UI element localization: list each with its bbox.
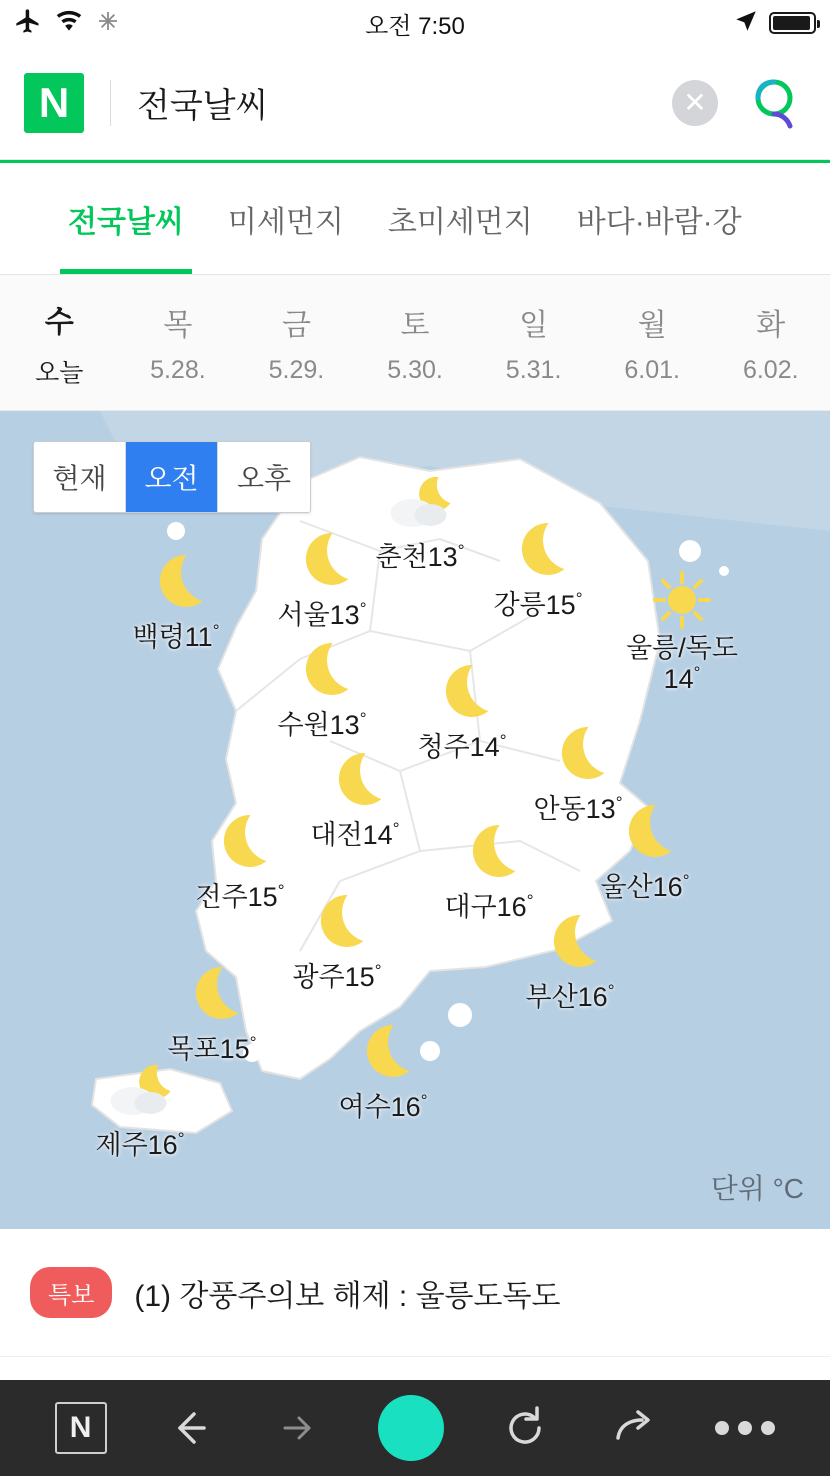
- battery-icon: [769, 12, 816, 34]
- city-marker-cheongju[interactable]: [417, 661, 506, 764]
- city-label: 광주15°: [292, 961, 382, 992]
- moon-icon: [138, 551, 214, 613]
- day-date: 5.28.: [150, 356, 206, 384]
- city-label: 대구16°: [444, 891, 534, 922]
- tab-fine-dust[interactable]: 미세먼지: [227, 205, 344, 239]
- city-marker-ulsan[interactable]: [600, 801, 689, 904]
- moon-cloud-icon: [102, 1059, 178, 1121]
- day-item-3[interactable]: [356, 275, 475, 410]
- back-icon[interactable]: [160, 1400, 216, 1456]
- city-label: 서울13°: [277, 599, 367, 630]
- city-marker-suwon[interactable]: [277, 639, 366, 742]
- city-marker-gwangju[interactable]: [292, 891, 381, 994]
- moon-icon: [607, 801, 683, 863]
- city-marker-gangneung[interactable]: [493, 519, 582, 622]
- city-label: 춘천13°: [375, 541, 465, 572]
- city-marker-seoul[interactable]: [277, 529, 366, 632]
- city-label: 전주15°: [195, 881, 285, 912]
- moon-icon: [284, 529, 360, 591]
- moon-icon: [424, 661, 500, 723]
- city-label: 안동13°: [533, 793, 623, 824]
- browser-bottom-bar: [0, 1380, 830, 1476]
- city-marker-yeosu[interactable]: [338, 1021, 427, 1124]
- tab-sea-wind-river[interactable]: 바다·바람·강: [576, 205, 742, 239]
- moon-icon: [540, 723, 616, 785]
- city-marker-daegu[interactable]: [444, 821, 533, 924]
- header-divider: [110, 80, 111, 126]
- day-item-4[interactable]: [474, 275, 593, 410]
- city-label: 부산16°: [525, 981, 615, 1012]
- moon-cloud-icon: [382, 471, 458, 533]
- day-date: 6.01.: [624, 356, 680, 384]
- city-marker-busan[interactable]: [525, 911, 614, 1014]
- day-date: 5.31.: [505, 356, 562, 384]
- city-marker-chuncheon[interactable]: [375, 471, 464, 574]
- segment-morning[interactable]: 오전: [126, 442, 218, 512]
- forward-icon[interactable]: [269, 1400, 325, 1456]
- status-bar: [0, 0, 830, 46]
- segment-current[interactable]: 현재: [34, 442, 126, 512]
- alert-text: (1) 강풍주의보 해제 : 울릉도독도: [134, 1279, 561, 1313]
- refresh-icon[interactable]: [497, 1400, 553, 1456]
- day-dow: 목: [163, 309, 193, 342]
- share-icon[interactable]: [606, 1400, 662, 1456]
- clear-icon[interactable]: ✕: [672, 80, 718, 126]
- category-tabs: [0, 163, 830, 275]
- day-dow: 월: [637, 309, 667, 342]
- city-label: 울릉/독도14°: [626, 633, 738, 695]
- map-unit-label: 단위 °C: [710, 1173, 804, 1204]
- record-icon[interactable]: [378, 1395, 444, 1461]
- moon-icon: [317, 749, 393, 811]
- weather-alert-row[interactable]: [0, 1229, 830, 1357]
- day-dow: 화: [756, 309, 786, 342]
- segment-afternoon[interactable]: 오후: [218, 442, 310, 512]
- city-label: 수원13°: [277, 709, 367, 740]
- moon-icon: [202, 811, 278, 873]
- sun-icon: [644, 569, 720, 631]
- city-marker-ulleung-dokdo[interactable]: [608, 569, 756, 694]
- city-label: 청주14°: [417, 731, 507, 762]
- city-label: 강릉15°: [493, 589, 583, 620]
- day-date: 5.29.: [268, 356, 325, 384]
- moon-icon: [451, 821, 527, 883]
- day-dow: 토: [400, 309, 430, 342]
- day-dow: 일: [519, 309, 549, 342]
- search-icon[interactable]: [748, 74, 806, 132]
- day-dow: 금: [281, 309, 311, 342]
- more-icon[interactable]: [715, 1421, 775, 1435]
- day-item-1[interactable]: [119, 275, 238, 410]
- moon-icon: [284, 639, 360, 701]
- naver-logo[interactable]: N: [24, 73, 84, 133]
- tab-ultrafine-dust[interactable]: 초미세먼지: [387, 205, 533, 239]
- day-selector: [0, 275, 830, 411]
- city-label: 대전14°: [310, 819, 400, 850]
- status-bar-time: 오전 7:50: [365, 12, 465, 40]
- day-item-0[interactable]: [0, 275, 119, 410]
- city-marker-jeonju[interactable]: [195, 811, 284, 914]
- day-date: 5.30.: [387, 356, 443, 384]
- city-label: 제주16°: [95, 1129, 185, 1160]
- day-dow: 수: [44, 305, 74, 339]
- moon-icon: [174, 963, 250, 1025]
- moon-icon: [299, 891, 375, 953]
- city-label: 울산16°: [600, 871, 690, 902]
- moon-icon: [532, 911, 608, 973]
- city-label: 여수16°: [338, 1091, 428, 1122]
- day-item-5[interactable]: [593, 275, 712, 410]
- moon-icon: [345, 1021, 421, 1083]
- time-segment-control[interactable]: [33, 441, 311, 513]
- day-date: 오늘: [35, 358, 84, 387]
- moon-icon: [500, 519, 576, 581]
- city-label: 백령11°: [132, 621, 220, 652]
- tab-nationwide-weather[interactable]: 전국날씨: [46, 163, 206, 274]
- city-marker-baengnyeong[interactable]: [132, 551, 219, 654]
- city-label: 목포15°: [167, 1033, 257, 1064]
- city-marker-jeju[interactable]: [95, 1059, 184, 1162]
- page-title: 전국날씨: [137, 87, 269, 125]
- city-marker-daejeon[interactable]: [310, 749, 399, 852]
- day-date: 6.02.: [742, 356, 799, 384]
- home-n-icon[interactable]: N: [55, 1402, 107, 1454]
- city-marker-mokpo[interactable]: [167, 963, 256, 1066]
- day-item-6[interactable]: [711, 275, 830, 410]
- weather-map[interactable]: [0, 411, 830, 1229]
- app-header: [0, 46, 830, 160]
- day-item-2[interactable]: [237, 275, 356, 410]
- status-badge: 특보: [30, 1267, 112, 1318]
